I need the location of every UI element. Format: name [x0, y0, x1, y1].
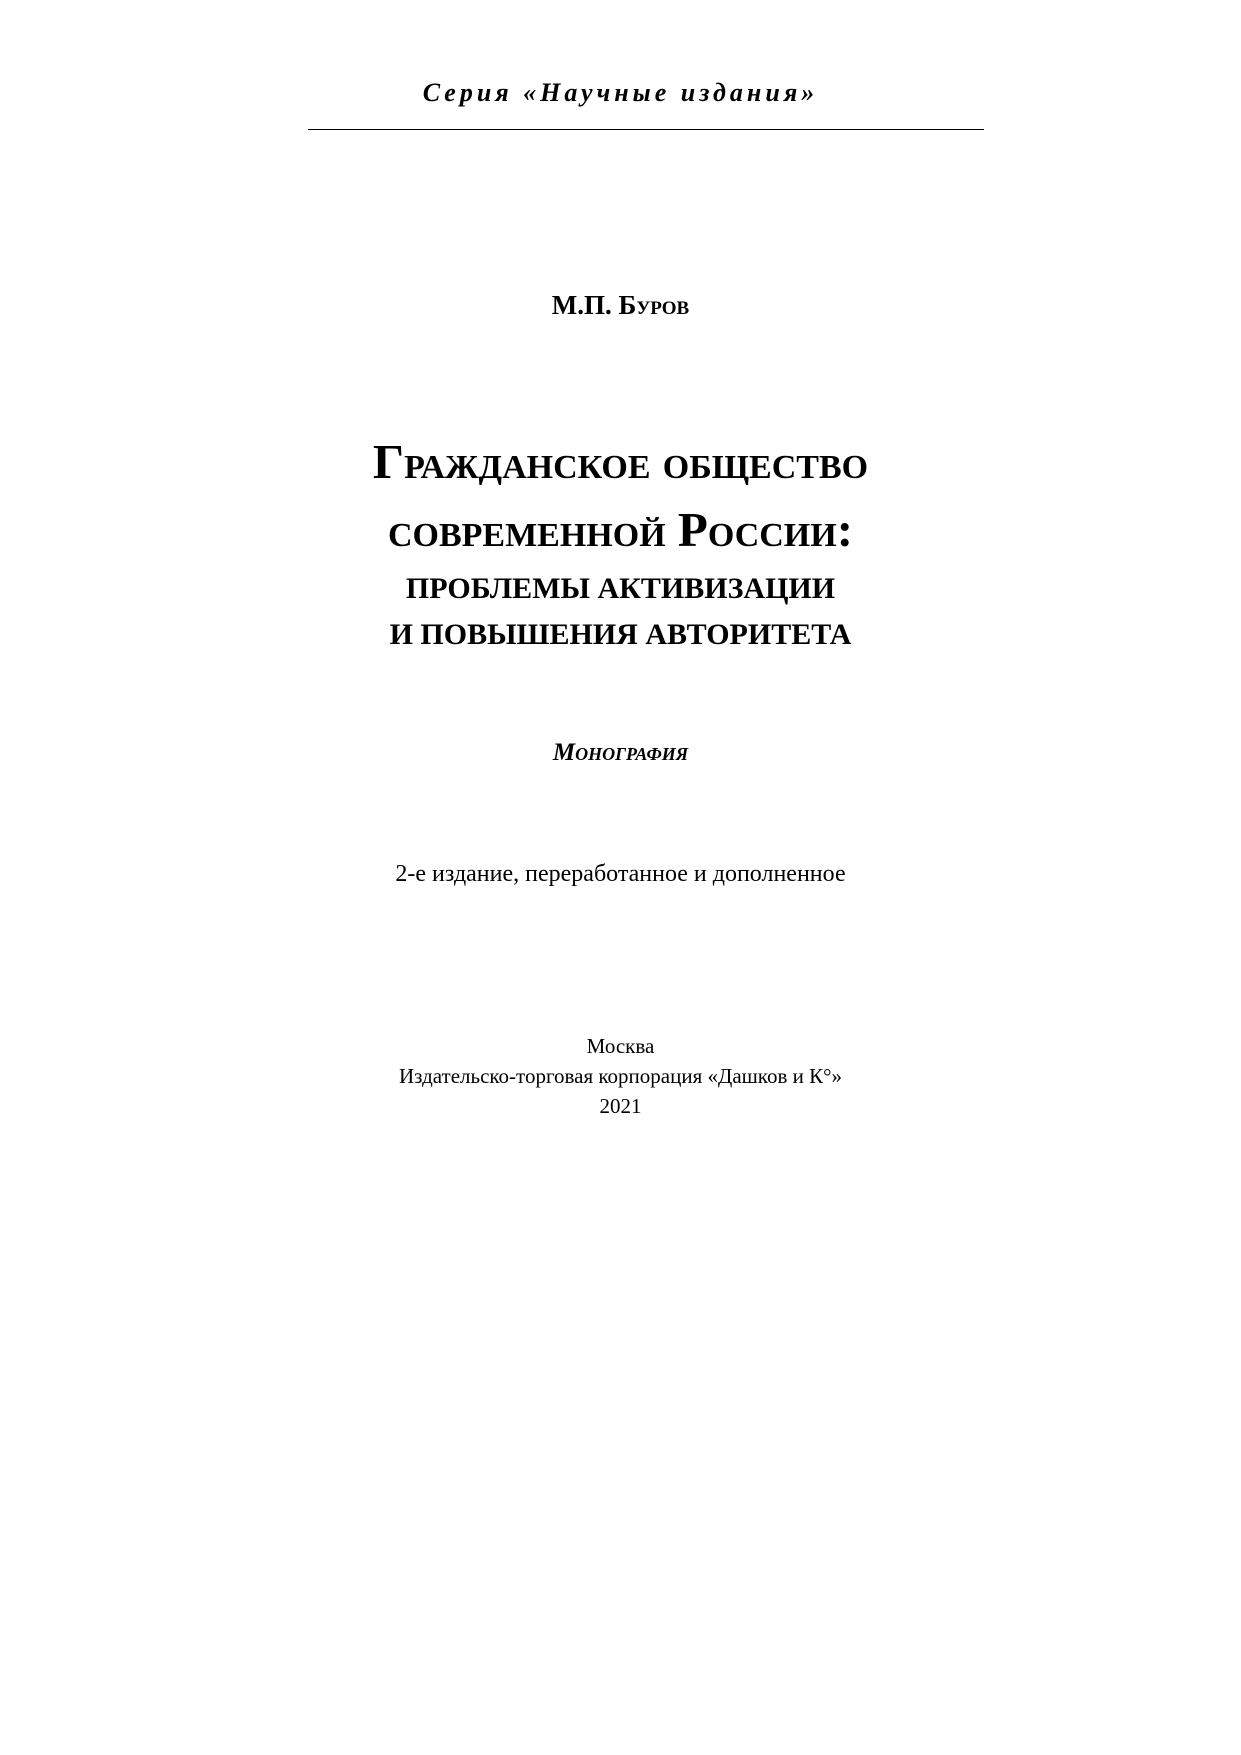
book-subtitle-line: ПРОБЛЕМЫ АКТИВИЗАЦИИ: [405, 572, 836, 605]
book-title-line: современной России:: [387, 502, 854, 557]
genre-label: Монография: [552, 739, 689, 766]
book-title-line: Гражданское общество: [372, 434, 869, 489]
imprint-publisher: Издательско-торговая корпорация «Дашков и К°»: [399, 1064, 842, 1088]
edition-note: 2-е издание, переработанное и дополненное: [395, 861, 846, 887]
book-title: [0, 428, 1241, 564]
imprint-city: Москва: [586, 1034, 655, 1058]
book-subtitle: [0, 566, 1241, 658]
book-subtitle-line: И ПОВЫШЕНИЯ АВТОРИТЕТА: [389, 618, 852, 651]
imprint: [0, 1031, 1241, 1121]
header-rule: [308, 129, 984, 130]
author-name: М.П. Буров: [551, 290, 690, 320]
series-heading: Серия «Научные издания»: [422, 78, 819, 107]
imprint-year: 2021: [599, 1094, 642, 1118]
